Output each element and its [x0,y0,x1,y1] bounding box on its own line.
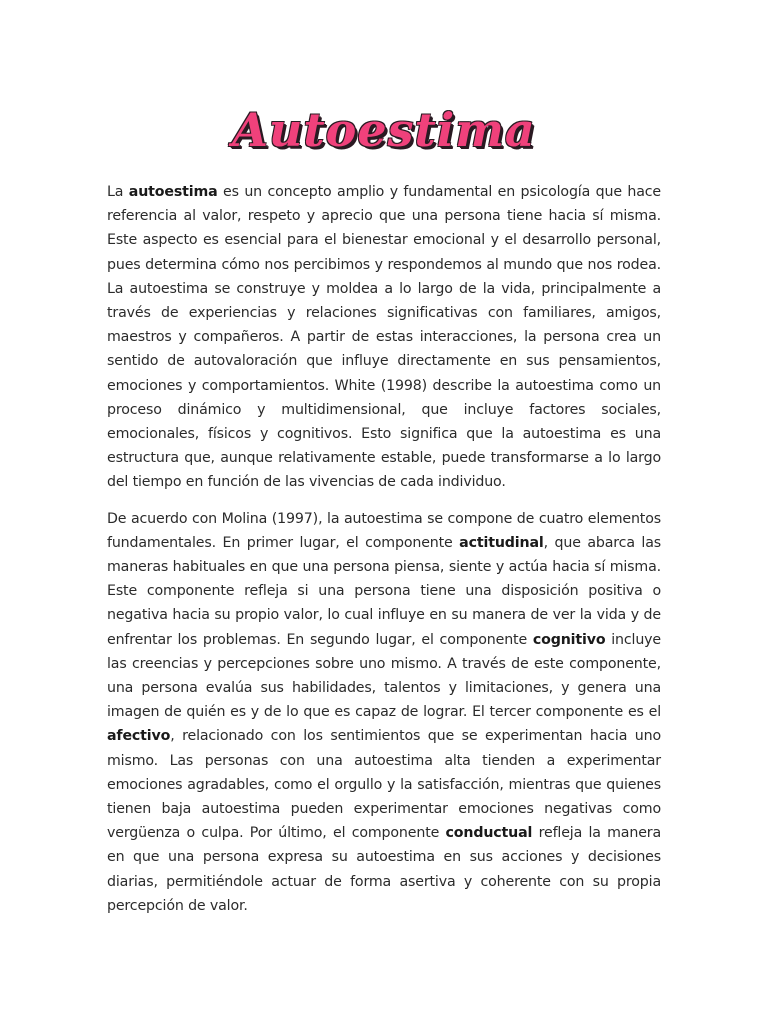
text-run: refleja la manera en que una persona expresa su autoestima en sus acciones y decisiones diarias, permitiéndole actuar de forma asertiva y coherente con su propia percepción de valor. [107,825,661,914]
text-run: , que abarca las maneras habituales en que una persona piensa, siente y actúa hacia sí misma. Este componente refleja si una persona tiene una disposición positiva o negativa hacia su propio valor, lo cual influye en su manera de ver la vida y de enfrentar los problemas. En segundo lugar, el componente [107,534,661,648]
keyword-conductual: conductual [445,825,533,842]
paragraph-components [107,507,661,918]
text-run: incluye las creencias y percepciones sobre uno mismo. A través de este componente, una persona evalúa sus habilidades, talentos y limitaciones, y genera una imagen de quién es y de lo que es capaz de lograr. El tercer componente es el [107,631,661,721]
keyword-autoestima: autoestima [128,184,218,200]
keyword-afectivo: afectivo [107,728,171,745]
text-run: De acuerdo con Molina (1997), la autoestima se compone de cuatro elementos fundamentales. En primer lugar, el componente [107,510,661,551]
text-run: La [107,184,129,200]
keyword-cognitivo: cognitivo [532,631,606,648]
text-run: , relacionado con los sentimientos que se experimentan hacia uno mismo. Las personas con una autoestima alta tienden a experimentar emociones agradables, como el orgullo y la satisfacción, mientras que quienes tienen baja autoestima pueden experimentar emociones negativas como vergüenza o culpa. Por último, el componente [107,728,661,842]
keyword-actitudinal: actitudinal [459,534,544,551]
paragraph-intro [107,180,661,495]
text-run: es un concepto amplio y fundamental en psicología que hace referencia al valor, respeto y aprecio que una persona tiene hacia sí misma. Este aspecto es esencial para el bienestar emocional y el desarrollo personal, pues determina cómo nos percibimos y respondemos al mundo que nos rodea. La autoestima se construye y moldea a lo largo de la vida, principalmente a través de experiencias y relaciones significativas con familiares, amigos, maestros y compañeros. A partir de estas interacciones, la persona crea un sentido de autovaloración que influye directamente en sus pensamientos, emociones y comportamientos. White (1998) describe la autoestima como un proceso dinámico y multidimensional, que incluye factores sociales, emocionales, físicos y cognitivos. Esto significa que la autoestima es una estructura que, aunque relativamente estable, puede transformarse a lo largo del tiempo en función de las vivencias de cada individuo. [107,184,661,491]
page-title: Autoestima [232,103,536,157]
